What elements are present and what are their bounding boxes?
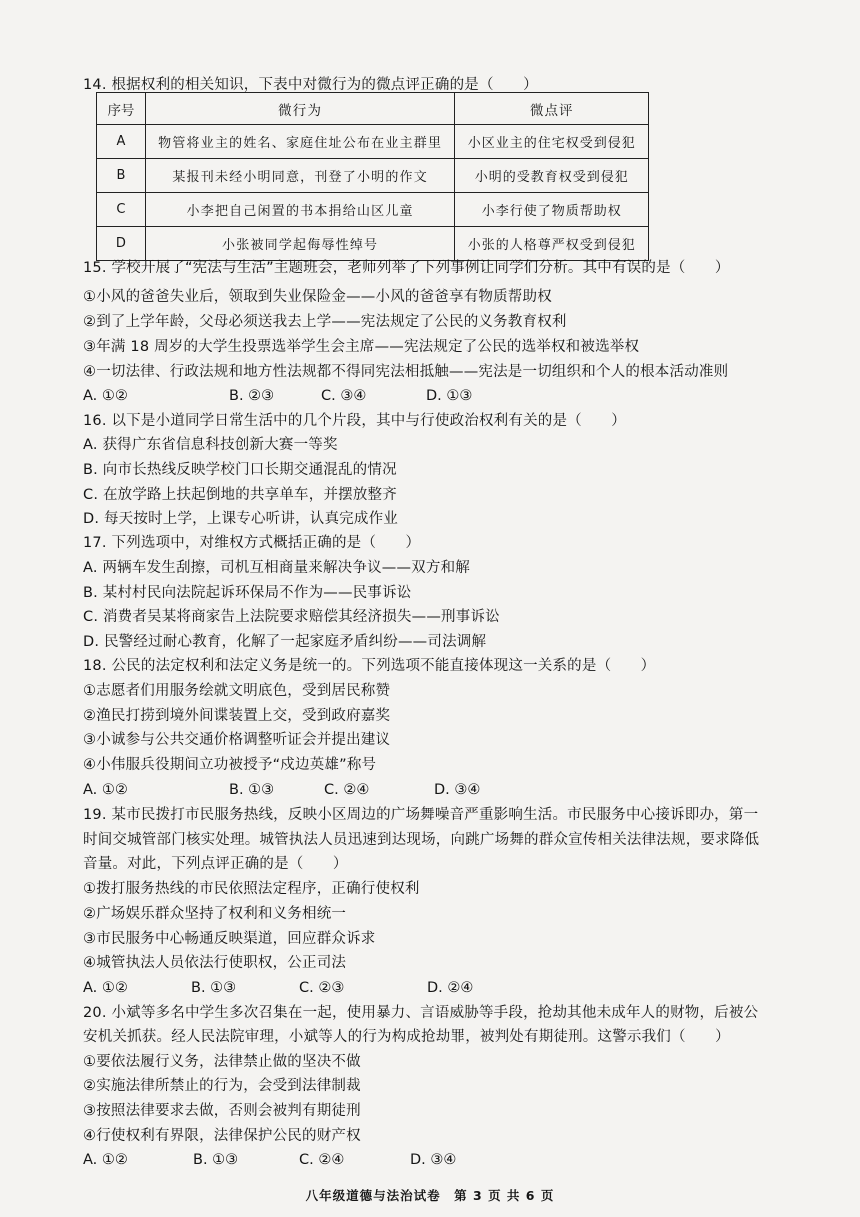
- table-cell: 物管将业主的姓名、家庭住址公布在业主群里: [145, 125, 455, 159]
- statement-item: ④一切法律、行政法规和地方性法规都不得同宪法相抵触——宪法是一切组织和个人的根本活动准则: [83, 364, 729, 380]
- table-cell: D: [97, 227, 146, 261]
- table-cell: B: [97, 159, 146, 193]
- answer-option[interactable]: D. ①③: [426, 388, 473, 404]
- answer-option[interactable]: C. ③④: [321, 388, 367, 404]
- table-cell: 小区业主的住宅权受到侵犯: [455, 125, 649, 159]
- question-18-options: [83, 780, 683, 800]
- question-19-options: [83, 978, 683, 998]
- answer-option[interactable]: A. ①②: [83, 1152, 128, 1168]
- answer-option[interactable]: C. ②④: [299, 1152, 345, 1168]
- statement-item: ②实施法律所禁止的行为，会受到法律制裁: [83, 1078, 361, 1094]
- table-row: [97, 193, 649, 227]
- statement-item: ③年满 18 周岁的大学生投票选举学生会主席——宪法规定了公民的选举权和被选举权: [83, 339, 640, 355]
- table-cell: 某报刊未经小明同意，刊登了小明的作文: [145, 159, 455, 193]
- question-17-stem: 17. 下列选项中，对维权方式概括正确的是（ ）: [83, 535, 421, 551]
- answer-option[interactable]: A. ①②: [83, 782, 128, 798]
- answer-option[interactable]: D. ②④: [427, 980, 474, 996]
- answer-option[interactable]: B. ①③: [229, 782, 275, 798]
- statement-item: ②渔民打捞到境外间谍装置上交，受到政府嘉奖: [83, 708, 391, 724]
- answer-option[interactable]: D. 民警经过耐心教育，化解了一起家庭矛盾纠纷——司法调解: [83, 634, 487, 650]
- answer-option[interactable]: C. 消费者吴某将商家告上法院要求赔偿其经济损失——刑事诉讼: [83, 609, 500, 625]
- answer-option[interactable]: B. ②③: [229, 388, 275, 404]
- statement-item: ③小诚参与公共交通价格调整听证会并提出建议: [83, 732, 391, 748]
- statement-item: ①拨打服务热线的市民依照法定程序，正确行使权利: [83, 881, 420, 897]
- answer-option[interactable]: A. 两辆车发生刮擦，司机互相商量来解决争议——双方和解: [83, 560, 470, 576]
- statement-item: ④小伟服兵役期间立功被授予“戍边英雄”称号: [83, 757, 377, 773]
- statement-item: ④城管执法人员依法行使职权，公正司法: [83, 955, 347, 971]
- question-19-stem: 音量。对此，下列点评正确的是（ ）: [83, 856, 348, 872]
- table-cell: A: [97, 125, 146, 159]
- question-18-stem: 18. 公民的法定权利和法定义务是统一的。下列选项不能直接体现这一关系的是（ ）: [83, 658, 656, 674]
- statement-item: ①志愿者们用服务绘就文明底色，受到居民称赞: [83, 683, 391, 699]
- answer-option[interactable]: B. ①③: [193, 1152, 239, 1168]
- answer-option[interactable]: C. ②④: [324, 782, 370, 798]
- question-14-table: [96, 92, 649, 261]
- table-header: 微行为: [145, 93, 455, 125]
- answer-option[interactable]: C. 在放学路上扶起倒地的共享单车，并摆放整齐: [83, 487, 397, 503]
- table-cell: 小李行使了物质帮助权: [455, 193, 649, 227]
- question-14-stem: 14. 根据权利的相关知识，下表中对微行为的微点评正确的是（ ）: [83, 77, 538, 93]
- answer-option[interactable]: C. ②③: [299, 980, 345, 996]
- answer-option[interactable]: B. 向市长热线反映学校门口长期交通混乱的情况: [83, 462, 397, 478]
- question-15-options: [83, 386, 683, 406]
- table-row: [97, 227, 649, 261]
- table-cell: 小张被同学起侮辱性绰号: [145, 227, 455, 261]
- answer-option[interactable]: D. ③④: [434, 782, 481, 798]
- question-19-stem: 时间交城管部门核实处理。城管执法人员迅速到达现场，向跳广场舞的群众宣传相关法律法规，要求降低: [83, 832, 760, 848]
- answer-option[interactable]: A. ①②: [83, 980, 128, 996]
- answer-option[interactable]: B. ①③: [191, 980, 237, 996]
- statement-item: ②到了上学年龄，父母必须送我去上学——宪法规定了公民的义务教育权利: [83, 314, 567, 330]
- table-cell: 小张的人格尊严权受到侵犯: [455, 227, 649, 261]
- question-20-options: [83, 1150, 683, 1170]
- answer-option[interactable]: B. 某村村民向法院起诉环保局不作为——民事诉讼: [83, 585, 412, 601]
- statement-item: ②广场娱乐群众坚持了权利和义务相统一: [83, 906, 347, 922]
- table-cell: 小明的受教育权受到侵犯: [455, 159, 649, 193]
- question-16-stem: 16. 以下是小道同学日常生活中的几个片段，其中与行使政治权利有关的是（ ）: [83, 413, 626, 429]
- question-20-stem: 20. 小斌等多名中学生多次召集在一起，使用暴力、言语威胁等手段，抢劫其他未成年人的财物，后被公: [83, 1005, 759, 1021]
- table-cell: 小李把自己闲置的书本捐给山区儿童: [145, 193, 455, 227]
- question-20-stem: 安机关抓获。经人民法院审理，小斌等人的行为构成抢劫罪，被判处有期徒刑。这警示我们（ ）: [83, 1029, 730, 1045]
- statement-item: ①要依法履行义务，法律禁止做的坚决不做: [83, 1054, 361, 1070]
- table-header: 序号: [97, 93, 146, 125]
- answer-option[interactable]: D. ③④: [410, 1152, 457, 1168]
- answer-option[interactable]: A. ①②: [83, 388, 128, 404]
- table-row: [97, 125, 649, 159]
- statement-item: ③按照法律要求去做，否则会被判有期徒刑: [83, 1103, 361, 1119]
- statement-item: ③市民服务中心畅通反映渠道，回应群众诉求: [83, 931, 376, 947]
- table-row: [97, 159, 649, 193]
- table-header-row: [97, 93, 649, 125]
- question-15-stem: 15. 学校开展了“宪法与生活”主题班会，老师列举了下列事例让同学们分析。其中有误的是（ ）: [83, 260, 730, 276]
- answer-option[interactable]: D. 每天按时上学，上课专心听讲，认真完成作业: [83, 511, 398, 527]
- statement-item: ④行使权利有界限，法律保护公民的财产权: [83, 1128, 361, 1144]
- page-footer: 八年级道德与法治试卷 第 3 页 共 6 页: [305, 1188, 555, 1203]
- answer-option[interactable]: A. 获得广东省信息科技创新大赛一等奖: [83, 437, 338, 453]
- statement-item: ①小风的爸爸失业后，领取到失业保险金——小风的爸爸享有物质帮助权: [83, 289, 552, 305]
- question-19-stem: 19. 某市民拨打市民服务热线，反映小区周边的广场舞噪音严重影响生活。市民服务中心接诉即办，第一: [83, 807, 759, 823]
- table-header: 微点评: [455, 93, 649, 125]
- table-cell: C: [97, 193, 146, 227]
